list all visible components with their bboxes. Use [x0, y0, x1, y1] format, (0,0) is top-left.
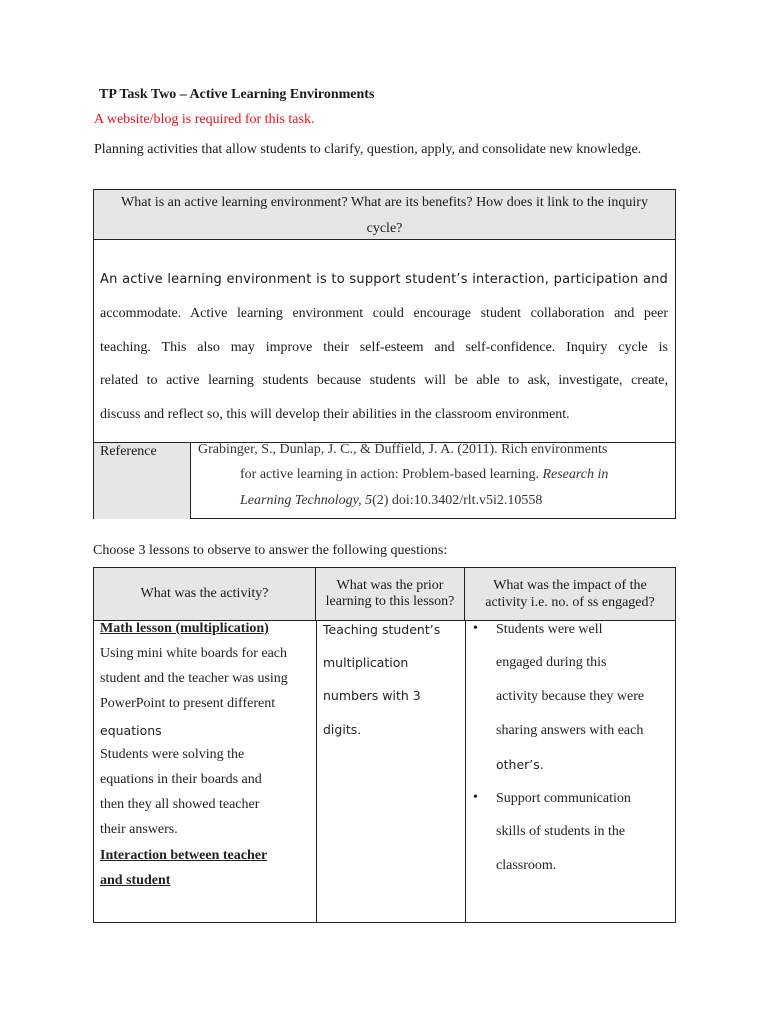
reference-citation-line — [240, 467, 608, 483]
answer-line: discuss and reflect so, this will develop their abilities in the classroom environment. — [100, 407, 570, 422]
answer-line: An active learning environment is to support student’s interaction, participation and — [100, 272, 668, 287]
activity-line: then they all showed teacher — [100, 797, 260, 812]
activity-line: their answers. — [100, 822, 178, 837]
impact-line: classroom. — [496, 858, 557, 873]
reference-citation-line — [240, 493, 542, 509]
column-header-impact: What was the impact of the activity i.e. no. of ss engaged? — [465, 568, 675, 621]
activity-line: equations in their boards and — [100, 772, 262, 787]
reference-text: for active learning in action: Problem-based learning. — [240, 467, 543, 482]
impact-line: other’s. — [496, 757, 544, 772]
prior-learning-line: Teaching student’s — [323, 622, 441, 637]
reference-doi: (2) doi:10.3402/rlt.v5i2.10558 — [372, 493, 543, 508]
bullet-icon: • — [473, 790, 478, 805]
activity-line: Using mini white boards for each — [100, 646, 288, 661]
journal-name: Learning Technology, 5 — [240, 493, 373, 508]
intro-text: Planning activities that allow students to clarify, question, apply, and consolidate new knowledge. — [94, 142, 642, 157]
answer-line: related to active learning students because students will be able to ask, investigate, create, — [100, 373, 668, 388]
activity-subtitle: and student — [100, 873, 171, 888]
lesson-instruction: Choose 3 lessons to observe to answer the following questions: — [93, 543, 448, 558]
activity-line: student and the teacher was using — [100, 671, 288, 686]
activity-title: Math lesson (multiplication) — [100, 621, 269, 636]
answer-line: teaching. This also may improve their self-esteem and self-confidence. Inquiry cycle is — [100, 340, 668, 355]
column-header-activity: What was the activity? — [94, 568, 316, 621]
impact-line: Students were well — [496, 622, 603, 637]
impact-line: sharing answers with each — [496, 723, 644, 738]
document-title: TP Task Two – Active Learning Environments — [99, 87, 375, 102]
prior-learning-line: multiplication — [323, 655, 409, 670]
reference-label: Reference — [94, 443, 191, 519]
requirement-notice: A website/blog is required for this task. — [94, 112, 315, 127]
impact-line: engaged during this — [496, 655, 607, 670]
activity-line: equations — [100, 723, 162, 738]
activity-line: PowerPoint to present different — [100, 696, 276, 711]
activity-subtitle: Interaction between teacher — [100, 848, 268, 863]
reference-citation-line — [198, 442, 607, 458]
answer-line: accommodate. Active learning environment could encourage student collaboration and peer — [100, 306, 668, 321]
journal-name: Research in — [542, 467, 609, 482]
column-header-prior-learning: What was the prior learning to this lesson? — [316, 568, 465, 621]
activity-line: Students were solving the — [100, 747, 245, 762]
column-divider — [465, 621, 466, 922]
impact-line: skills of students in the — [496, 824, 626, 839]
column-divider — [316, 621, 317, 922]
prior-learning-line: digits. — [323, 722, 362, 737]
prior-learning-line: numbers with 3 — [323, 688, 421, 703]
observation-table — [93, 567, 676, 923]
impact-line: Support communication — [496, 791, 631, 806]
table-question-header: What is an active learning environment? What are its benefits? How does it link to the inquiry cycle? — [94, 190, 675, 240]
reference-text: Grabinger, S., Dunlap, J. C., & Duffield, J. A. (2011). Rich environments — [198, 442, 608, 457]
impact-line: activity because they were — [496, 689, 645, 704]
bullet-icon: • — [473, 621, 478, 636]
